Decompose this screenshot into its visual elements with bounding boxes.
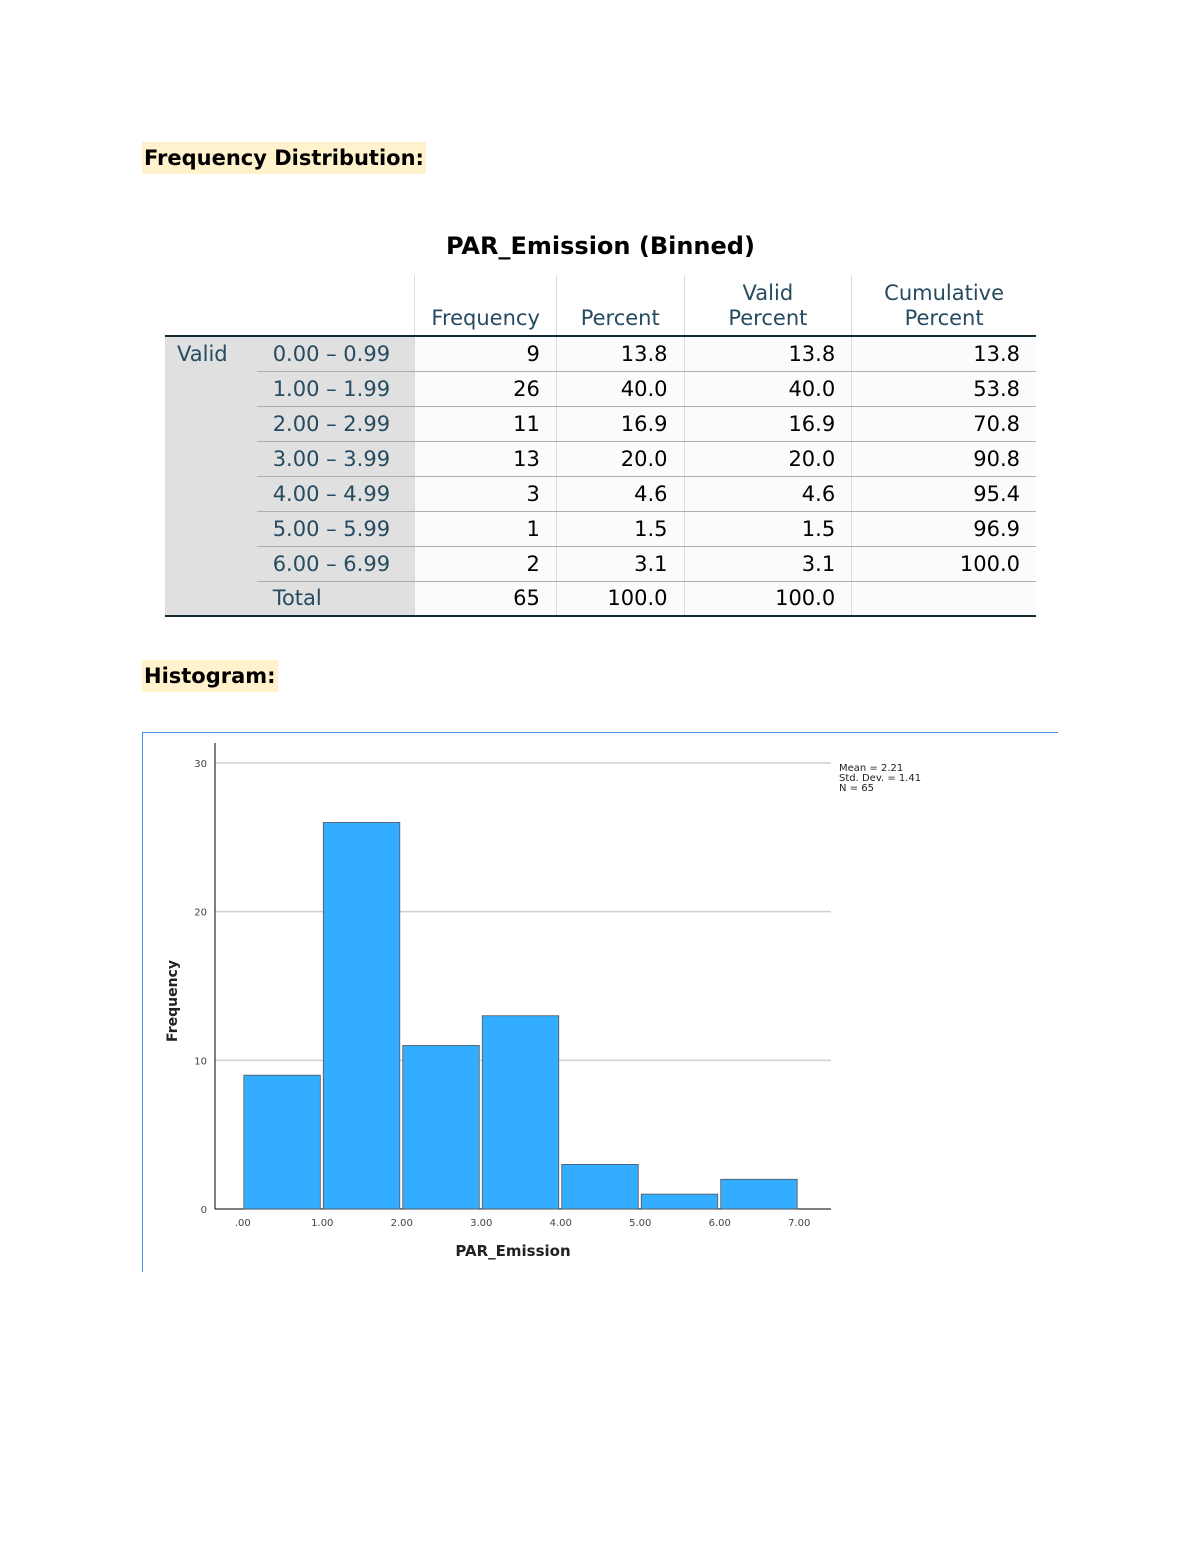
table-row	[165, 406, 1036, 441]
table-header-row	[165, 275, 1036, 336]
cell-percent: 16.9	[556, 406, 684, 441]
stats-label: Std. Dev. = 1.41	[839, 773, 922, 784]
cell-percent: 1.5	[556, 511, 684, 546]
histogram-bar	[721, 1179, 797, 1209]
cell-cumulative-percent: 95.4	[852, 476, 1036, 511]
cell-valid-percent: 20.0	[684, 441, 852, 476]
cell-percent: 3.1	[556, 546, 684, 581]
total-valid-percent: 100.0	[684, 581, 852, 616]
cell-cumulative-percent: 53.8	[852, 371, 1036, 406]
cell-percent: 4.6	[556, 476, 684, 511]
bin-label: 0.00 – 0.99	[257, 336, 415, 371]
bin-label: 3.00 – 3.99	[257, 441, 415, 476]
group-label-cell	[165, 581, 257, 616]
cell-valid-percent: 40.0	[684, 371, 852, 406]
group-label-cell	[165, 476, 257, 511]
y-tick-label: 20	[194, 907, 207, 919]
group-label-cell	[165, 511, 257, 546]
frequency-table	[165, 275, 1036, 617]
cell-valid-percent: 13.8	[684, 336, 852, 371]
cell-percent: 13.8	[556, 336, 684, 371]
cell-cumulative-percent: 70.8	[852, 406, 1036, 441]
x-tick-label: 3.00	[470, 1218, 493, 1229]
cell-cumulative-percent: 13.8	[852, 336, 1036, 371]
x-tick-label: 5.00	[629, 1218, 652, 1229]
table-row	[165, 476, 1036, 511]
bin-label: 6.00 – 6.99	[257, 546, 415, 581]
histogram-bar	[641, 1194, 717, 1209]
group-label-cell	[165, 371, 257, 406]
total-percent: 100.0	[556, 581, 684, 616]
y-tick-label: 30	[194, 759, 207, 770]
histogram-bar	[323, 822, 399, 1209]
cell-frequency: 3	[415, 476, 557, 511]
cell-cumulative-percent: 100.0	[852, 546, 1036, 581]
cell-frequency: 2	[415, 546, 557, 581]
x-tick-label: 7.00	[788, 1218, 811, 1229]
cell-frequency: 1	[415, 511, 557, 546]
stats-label: N = 65	[839, 783, 874, 794]
group-label-cell	[165, 441, 257, 476]
histogram-bar	[482, 1016, 558, 1209]
y-tick-label: 0	[200, 1205, 207, 1216]
table-row	[165, 371, 1036, 406]
histogram-bar	[403, 1045, 479, 1209]
cell-cumulative-percent: 96.9	[852, 511, 1036, 546]
total-frequency: 65	[415, 581, 557, 616]
cell-valid-percent: 16.9	[684, 406, 852, 441]
cell-frequency: 13	[415, 441, 557, 476]
column-header: Percent	[556, 275, 684, 336]
x-tick-label: 2.00	[390, 1218, 413, 1229]
y-axis-label: Frequency	[165, 960, 181, 1042]
histogram-heading: Histogram:	[142, 660, 278, 692]
histogram-bar	[244, 1075, 320, 1209]
cell-percent: 20.0	[556, 441, 684, 476]
histogram-chart-frame	[142, 732, 1058, 1272]
x-tick-label: 4.00	[549, 1218, 572, 1229]
cell-frequency: 9	[415, 336, 557, 371]
group-label-cell	[165, 406, 257, 441]
table-row	[165, 336, 1036, 371]
y-tick-label: 10	[194, 1056, 207, 1068]
cell-valid-percent: 1.5	[684, 511, 852, 546]
total-cumulative-percent	[852, 581, 1036, 616]
stats-label: Mean = 2.21	[839, 763, 904, 774]
column-header: Cumulative Percent	[852, 275, 1036, 336]
frequency-distribution-heading: Frequency Distribution:	[142, 142, 426, 174]
table-row	[165, 511, 1036, 546]
cell-valid-percent: 4.6	[684, 476, 852, 511]
header-empty-1	[165, 275, 257, 336]
x-tick-label: .00	[234, 1218, 251, 1229]
x-tick-label: 1.00	[311, 1218, 334, 1229]
cell-percent: 40.0	[556, 371, 684, 406]
group-label: Valid	[165, 336, 257, 371]
cell-frequency: 11	[415, 406, 557, 441]
column-header: Frequency	[415, 275, 557, 336]
table-row-total	[165, 581, 1036, 616]
histogram-chart	[143, 733, 1058, 1272]
bin-label: 4.00 – 4.99	[257, 476, 415, 511]
total-label: Total	[257, 581, 415, 616]
histogram-bar	[562, 1164, 638, 1209]
table-row	[165, 546, 1036, 581]
x-tick-label: 6.00	[708, 1218, 731, 1229]
group-label-cell	[165, 546, 257, 581]
bin-label: 1.00 – 1.99	[257, 371, 415, 406]
cell-cumulative-percent: 90.8	[852, 441, 1036, 476]
x-axis-label: PAR_Emission	[455, 1242, 571, 1260]
bin-label: 5.00 – 5.99	[257, 511, 415, 546]
header-empty-2	[257, 275, 415, 336]
bin-label: 2.00 – 2.99	[257, 406, 415, 441]
cell-valid-percent: 3.1	[684, 546, 852, 581]
table-title: PAR_Emission (Binned)	[446, 232, 755, 260]
column-header: Valid Percent	[684, 275, 852, 336]
cell-frequency: 26	[415, 371, 557, 406]
table-row	[165, 441, 1036, 476]
